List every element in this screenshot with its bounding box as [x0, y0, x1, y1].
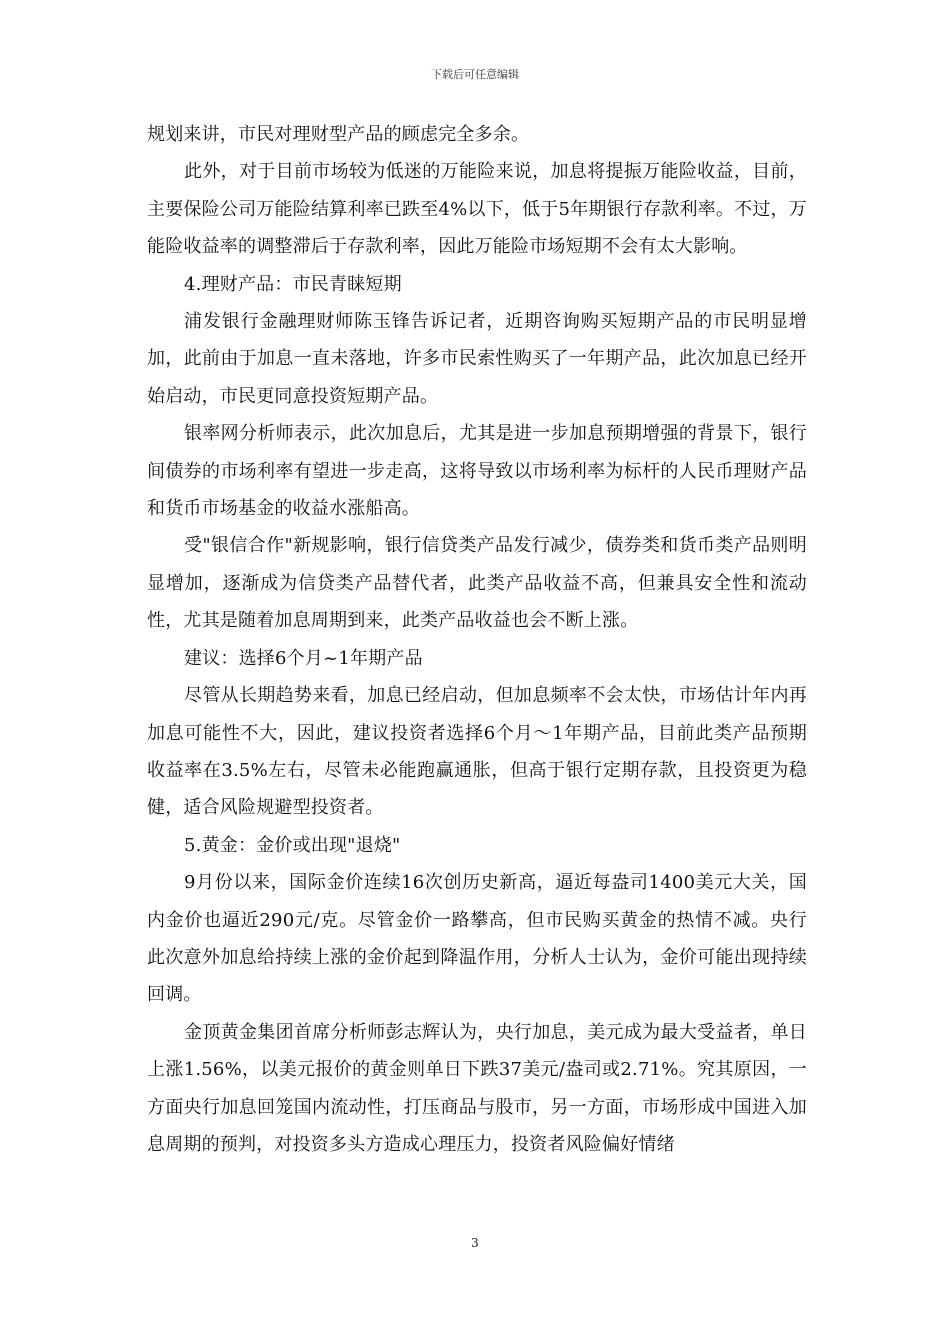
section-heading: 5.黄金：金价或出现"退烧" [184, 834, 401, 856]
paragraph: 金顶黄金集团首席分析师彭志辉认为，央行加息，美元成为最大受益者，单日上涨1.56%，以美元报价的黄金则单日下跌37美元/盎司或2.71%。究其原因，一方面央行加息回笼国内流动性，打压商品与股市，另一方面，市场形成中国进入加息周期的预判，对投资多头方造成心理压力，投资者风险偏好情绪 [147, 1021, 807, 1155]
paragraph: 银率网分析师表示，此次加息后，尤其是进一步加息预期增强的背景下，银行间债券的市场利率有望进一步走高，这将导致以市场利率为标杆的人民币理财产品和货币市场基金的收益水涨船高。 [147, 423, 807, 520]
paragraph: 尽管从长期趋势来看，加息已经启动，但加息频率不会太快，市场估计年内再加息可能性不大，因此，建议投资者选择6个月～1年期产品，目前此类产品预期收益率在3.5%左右，尽管未必能跑赢通胀，但高于银行定期存款，且投资更为稳健，适合风险规避型投资者。 [147, 685, 807, 819]
subheading-suggestion: 建议：选择6个月~1年期产品 [184, 647, 423, 669]
page-header: 下载后可任意编辑 [431, 68, 519, 81]
paragraph: 9月份以来，国际金价连续16次创历史新高，逼近每盎司1400美元大关，国内金价也逼近290元/克。尽管金价一路攀高，但市民购买黄金的热情不减。央行此次意外加息给持续上涨的金价起到降温作用，分析人士认为，金价可能出现持续回调。 [147, 872, 807, 1006]
paragraph: 浦发银行金融理财师陈玉锋告诉记者，近期咨询购买短期产品的市民明显增加，此前由于加息一直未落地，许多市民索性购买了一年期产品，此次加息已经开始启动，市民更同意投资短期产品。 [147, 311, 807, 407]
document-body [147, 116, 807, 1163]
paragraph: 规划来讲，市民对理财型产品的顾虑完全多余。 [147, 124, 530, 145]
page-number: 3 [471, 1236, 479, 1250]
section-heading: 4.理财产品：市民青睐短期 [184, 273, 402, 295]
paragraph: 受"银信合作"新规影响，银行信贷类产品发行减少，债券类和货币类产品则明显增加，逐渐成为信贷类产品替代者，此类产品收益不高，但兼具安全性和流动性，尤其是随着加息周期到来，此类产品收益也会不断上涨。 [147, 535, 807, 632]
paragraph: 此外，对于目前市场较为低迷的万能险来说，加息将提振万能险收益，目前，主要保险公司万能险结算利率已跌至4%以下，低于5年期银行存款利率。不过，万能险收益率的调整滞后于存款利率，因此万能险市场短期不会有太大影响。 [147, 161, 807, 258]
